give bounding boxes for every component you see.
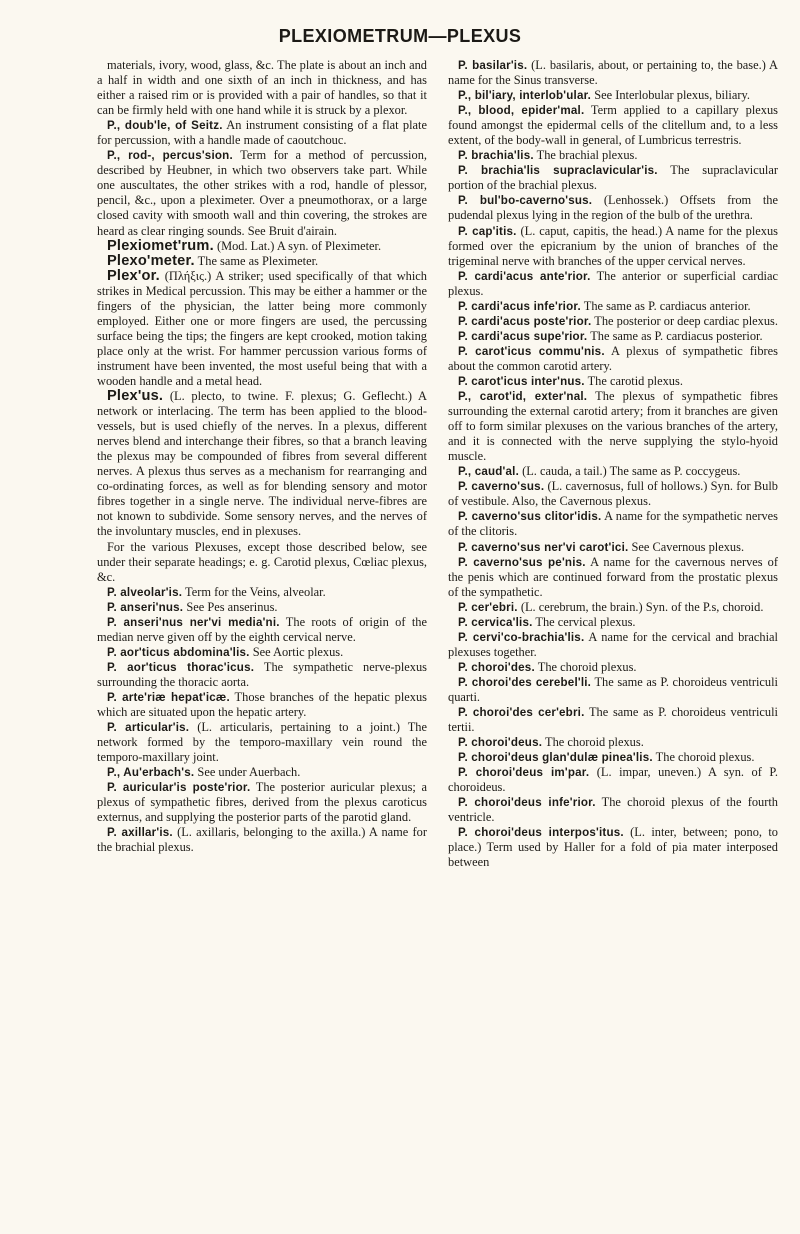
dictionary-entry bbox=[448, 269, 778, 299]
dictionary-entry bbox=[448, 675, 778, 705]
dictionary-entry bbox=[448, 600, 778, 615]
dictionary-entry bbox=[97, 239, 427, 254]
entry-definition: The same as P. cardiacus posterior. bbox=[587, 328, 763, 343]
entry-headword: P. caverno'sus clitor'idis. bbox=[458, 510, 602, 524]
entry-definition: A plexus of sympathetic fibres about the common carotid artery. bbox=[448, 343, 779, 373]
dictionary-entry bbox=[97, 615, 427, 645]
entry-headword: P. cer'ebri. bbox=[458, 600, 518, 614]
entry-definition: (Lenhossek.) Offsets from the pudendal plexus lying in the region of the bulb of the urethra. bbox=[448, 193, 778, 223]
entry-definition: See Interlobular plexus, biliary. bbox=[591, 88, 750, 103]
entry-definition: Those branches of the hepatic plexus which are situated upon the hepatic artery. bbox=[97, 689, 427, 720]
entry-headword: P. brachia'lis. bbox=[458, 149, 534, 163]
entry-definition: The choroid plexus. bbox=[542, 735, 644, 750]
entry-definition: For the various Plexuses, except those described below, see under their separate headings; e. g. Carotid plexus, Cœliac plexus, &c. bbox=[97, 539, 427, 584]
entry-headword: P., blood, epider'mal. bbox=[458, 104, 585, 118]
entry-definition: Term for a method of percussion, described by Heubner, in which two observers take part. While one auscultates, the other strikes with a rod, handle of plessor, pencil, &c., upon a pleximeter. Over a pneumothorax, or a large closed cavity with smooth wall and thin covering, the strokes are heard as clear ringing sounds. See Bruit d'airain. bbox=[97, 148, 427, 238]
entry-headword: Plex'or. bbox=[107, 267, 160, 284]
dictionary-entry bbox=[448, 329, 778, 344]
entry-definition: The carotid plexus. bbox=[584, 373, 683, 388]
entry-headword: P. cap'itis. bbox=[458, 224, 517, 238]
entry-definition: The anterior or superficial cardiac plexus. bbox=[448, 268, 778, 298]
entry-definition: (L. axillaris, belonging to the axilla.) A name for the brachial plexus. bbox=[97, 825, 427, 855]
dictionary-entry bbox=[97, 58, 427, 118]
entry-headword: P. anseri'nus ner'vi media'ni. bbox=[107, 615, 280, 629]
dictionary-entry bbox=[97, 660, 427, 690]
dictionary-entry bbox=[97, 540, 427, 585]
entry-headword: P. choroi'deus glan'dulæ pinea'lis. bbox=[458, 751, 653, 765]
dictionary-entry bbox=[448, 540, 778, 555]
dictionary-entry bbox=[448, 705, 778, 735]
dictionary-entry bbox=[448, 58, 778, 88]
dictionary-entry bbox=[97, 118, 427, 148]
dictionary-entry bbox=[97, 600, 427, 615]
entry-definition: The roots of origin of the median nerve given off by the eighth cervical nerve. bbox=[97, 614, 427, 644]
entry-headword: Plex'us. bbox=[107, 388, 164, 405]
dictionary-entry bbox=[97, 645, 427, 660]
entry-headword: P. choroi'deus. bbox=[458, 736, 543, 750]
entry-definition: The choroid plexus of the fourth ventricle. bbox=[448, 795, 778, 825]
entry-headword: P. cardi'acus supe'rior. bbox=[458, 329, 588, 343]
entry-headword: P. carot'icus commu'nis. bbox=[458, 344, 605, 358]
entry-headword: P., caud'al. bbox=[458, 465, 520, 479]
entry-headword: P. caverno'sus pe'nis. bbox=[458, 555, 586, 569]
entry-definition: The plexus of sympathetic fibres surrounding the external carotid artery; from it branches are given off to form similar plexuses on the various branches of the artery, and it is connected with the nerve supplying the stylo-hyoid muscle. bbox=[448, 389, 778, 464]
entry-definition: The brachial plexus. bbox=[533, 148, 638, 163]
right-column bbox=[448, 58, 778, 871]
entry-definition: (L. basilaris, about, or pertaining to, the base.) A name for the Sinus transverse. bbox=[448, 58, 778, 88]
entry-definition: (L. inter, between; pono, to place.) Term used by Haller for a fold of pia mater interposed between bbox=[448, 825, 778, 870]
dictionary-entry bbox=[97, 389, 427, 539]
entry-definition: The same as P. cardiacus anterior. bbox=[580, 298, 751, 313]
entry-definition: See Aortic plexus. bbox=[249, 644, 344, 659]
dictionary-entry bbox=[97, 765, 427, 780]
entry-definition: The same as Pleximeter. bbox=[194, 253, 319, 268]
dictionary-entry bbox=[448, 735, 778, 750]
entry-headword: P. choroi'des. bbox=[458, 660, 535, 674]
entry-headword: P., rod-, percus'sion. bbox=[107, 149, 233, 163]
dictionary-entry bbox=[448, 314, 778, 329]
entry-definition: (L. impar, uneven.) A syn. of P. choroideus. bbox=[448, 765, 778, 795]
entry-definition: The choroid plexus. bbox=[652, 750, 755, 765]
entry-definition: The choroid plexus. bbox=[534, 659, 637, 674]
dictionary-entry bbox=[97, 148, 427, 238]
entry-definition: A name for the sympathetic nerves of the clitoris. bbox=[448, 509, 778, 539]
entry-definition: The posterior or deep cardiac plexus. bbox=[591, 313, 778, 328]
entry-definition: (L. cauda, a tail.) The same as P. coccygeus. bbox=[519, 464, 741, 479]
entry-headword: P. caverno'sus ner'vi carot'ici. bbox=[458, 540, 629, 554]
entry-definition: See Cavernous plexus. bbox=[628, 539, 745, 554]
entry-headword: P. choroi'deus infe'rior. bbox=[458, 796, 596, 810]
entry-definition: (L. cerebrum, the brain.) Syn. of the P.s, choroid. bbox=[517, 599, 764, 614]
entry-headword: P. anseri'nus. bbox=[107, 600, 184, 614]
entry-headword: P. articular'is. bbox=[107, 721, 190, 735]
dictionary-entry bbox=[448, 224, 778, 269]
entry-definition: materials, ivory, wood, glass, &c. The plate is about an inch and a half in width and one sixth of an inch in thickness, and has either a raised rim or is provided with a pair of handles, so that it can be firmly held with one hand while it is struck by a plexor. bbox=[97, 58, 427, 118]
entry-headword: P. cervi'co-brachia'lis. bbox=[458, 630, 585, 644]
entry-headword: P. cardi'acus poste'rior. bbox=[458, 314, 592, 328]
entry-headword: P., carot'id, exter'nal. bbox=[458, 390, 588, 404]
entry-definition: (L. plecto, to twine. F. plexus; G. Geflecht.) A network or interlacing. The term has been applied to the blood-vessels, but is used chiefly of the nerves. In a plexus, different nerves blend and interchange their fibres, so that a branch leaving the plexus may be compounded of fibres from several different nerves. A plexus thus serves as a mechanism for rearranging and co-ordinating forces, as well as for blending sensory and motor fibres together in a single nerve. The individual nerve-fibres are not known to subdivide. Some sensory nerves, and the nerves of the involuntary muscles, end in plexuses. bbox=[97, 389, 427, 539]
dictionary-entry bbox=[448, 509, 778, 539]
dictionary-entry bbox=[448, 630, 778, 660]
entry-headword: Plexo'meter. bbox=[107, 252, 195, 269]
dictionary-entry bbox=[448, 374, 778, 389]
dictionary-entry bbox=[448, 88, 778, 103]
dictionary-entry bbox=[448, 825, 778, 870]
dictionary-entry bbox=[448, 103, 778, 148]
entry-headword: P. carot'icus inter'nus. bbox=[458, 374, 585, 388]
entry-headword: P. aor'ticus abdomina'lis. bbox=[107, 645, 250, 659]
entry-headword: P. brachia'lis supraclavicular'is. bbox=[458, 164, 658, 178]
dictionary-entry bbox=[448, 765, 778, 795]
entry-headword: P. cardi'acus infe'rior. bbox=[458, 299, 581, 313]
entry-definition: (L. caput, capitis, the head.) A name for the plexus formed over the epicranium by the union of branches of the trigeminal nerve with branches of the upper cervical nerves. bbox=[448, 223, 778, 268]
entry-headword: P. basilar'is. bbox=[458, 59, 528, 72]
entry-definition: Term for the Veins, alveolar. bbox=[182, 584, 326, 599]
entry-definition: A name for the cervical and brachial plexuses together. bbox=[448, 629, 778, 659]
entry-headword: P. cervica'lis. bbox=[458, 615, 533, 629]
dictionary-entry bbox=[97, 720, 427, 765]
entry-headword: Plexiomet'rum. bbox=[107, 237, 214, 254]
entry-headword: P. auricular'is poste'rior. bbox=[107, 781, 251, 795]
entry-headword: P. cardi'acus ante'rior. bbox=[458, 269, 591, 283]
entry-headword: P. choroi'des cer'ebri. bbox=[458, 706, 585, 720]
entry-headword: P. bul'bo-caverno'sus. bbox=[458, 194, 593, 208]
dictionary-entry bbox=[448, 148, 778, 163]
dictionary-entry bbox=[448, 344, 778, 374]
entry-definition: (Πλήξις.) A striker; used specifically of that which strikes in Medical percussion. This may be either a hammer or the fingers of the physician, the latter being more commonly employed. Either one or more fingers are used, the percussing surface being the tips; the fingers are kept crooked, motion taking place only at the wrist. For hammer percussion various forms of instrument have been invented, the most useful being that with a wooden handle and a metal head. bbox=[97, 268, 427, 388]
dictionary-entry bbox=[97, 585, 427, 600]
dictionary-entry bbox=[448, 555, 778, 600]
dictionary-entry bbox=[97, 780, 427, 825]
entry-headword: P., bil'iary, interlob'ular. bbox=[458, 89, 592, 103]
entry-definition: The sympathetic nerve-plexus surrounding the thoracic aorta. bbox=[97, 659, 427, 689]
entry-headword: P., Au'erbach's. bbox=[107, 766, 195, 780]
entry-headword: P. axillar'is. bbox=[107, 826, 173, 840]
entry-definition: A name for the cavernous nerves of the penis which are continued forward from the prostatic plexus of the sympathetic. bbox=[448, 554, 778, 599]
entry-headword: P. alveolar'is. bbox=[107, 585, 183, 599]
dictionary-entry bbox=[97, 690, 427, 720]
dictionary-entry bbox=[448, 479, 778, 509]
left-column bbox=[97, 58, 427, 855]
dictionary-entry bbox=[448, 163, 778, 193]
entry-definition: The same as P. choroideus ventriculi quarti. bbox=[448, 674, 779, 704]
dictionary-entry bbox=[97, 825, 427, 855]
entry-definition: (L. articularis, pertaining to a joint.) The network formed by the temporo-maxillary vein round the temporo-maxillary joint. bbox=[97, 720, 427, 765]
dictionary-entry bbox=[448, 615, 778, 630]
entry-definition: See Pes anserinus. bbox=[183, 599, 278, 614]
entry-headword: P. choroi'deus im'par. bbox=[458, 766, 590, 780]
dictionary-entry bbox=[448, 193, 778, 223]
entry-headword: P. aor'ticus thorac'icus. bbox=[107, 660, 255, 674]
entry-definition: An instrument consisting of a flat plate for percussion, with a handle made of caoutchouc. bbox=[97, 118, 427, 148]
dictionary-entry bbox=[448, 464, 778, 479]
entry-headword: P. choroi'des cerebel'li. bbox=[458, 675, 592, 689]
entry-definition: (L. cavernosus, full of hollows.) Syn. for Bulb of vestibule. Also, the Cavernous plexus. bbox=[448, 479, 779, 509]
dictionary-entry bbox=[448, 795, 778, 825]
entry-headword: P. arte'riæ hepat'icæ. bbox=[107, 690, 230, 704]
dictionary-entry bbox=[97, 254, 427, 269]
entry-headword: P. caverno'sus. bbox=[458, 480, 545, 494]
dictionary-entry bbox=[448, 750, 778, 765]
entry-definition: The same as P. choroideus ventriculi tertii. bbox=[448, 705, 778, 735]
dictionary-entry bbox=[448, 660, 778, 675]
running-head: PLEXIOMETRUM—PLEXUS bbox=[278, 26, 522, 46]
entry-definition: Term applied to a capillary plexus found amongst the epidermal cells of the clitellum and, to a less extent, of the body-wall in general, of Lumbricus terrestris. bbox=[448, 103, 778, 148]
dictionary-entry bbox=[448, 299, 778, 314]
entry-headword: P., doub'le, of Seitz. bbox=[107, 119, 223, 133]
entry-definition: The cervical plexus. bbox=[532, 614, 636, 629]
entry-headword: P. choroi'deus interpos'itus. bbox=[458, 826, 624, 840]
entry-definition: (Mod. Lat.) A syn. of Pleximeter. bbox=[213, 238, 382, 253]
entry-definition: The supraclavicular portion of the brachial plexus. bbox=[448, 163, 778, 193]
entry-definition: The posterior auricular plexus; a plexus of sympathetic fibres, derived from the plexus caroticus externus, and supplying the posterior parts of the parotid gland. bbox=[97, 780, 427, 825]
dictionary-entry bbox=[97, 269, 427, 389]
entry-definition: See under Auerbach. bbox=[194, 765, 301, 780]
dictionary-entry bbox=[448, 389, 778, 464]
